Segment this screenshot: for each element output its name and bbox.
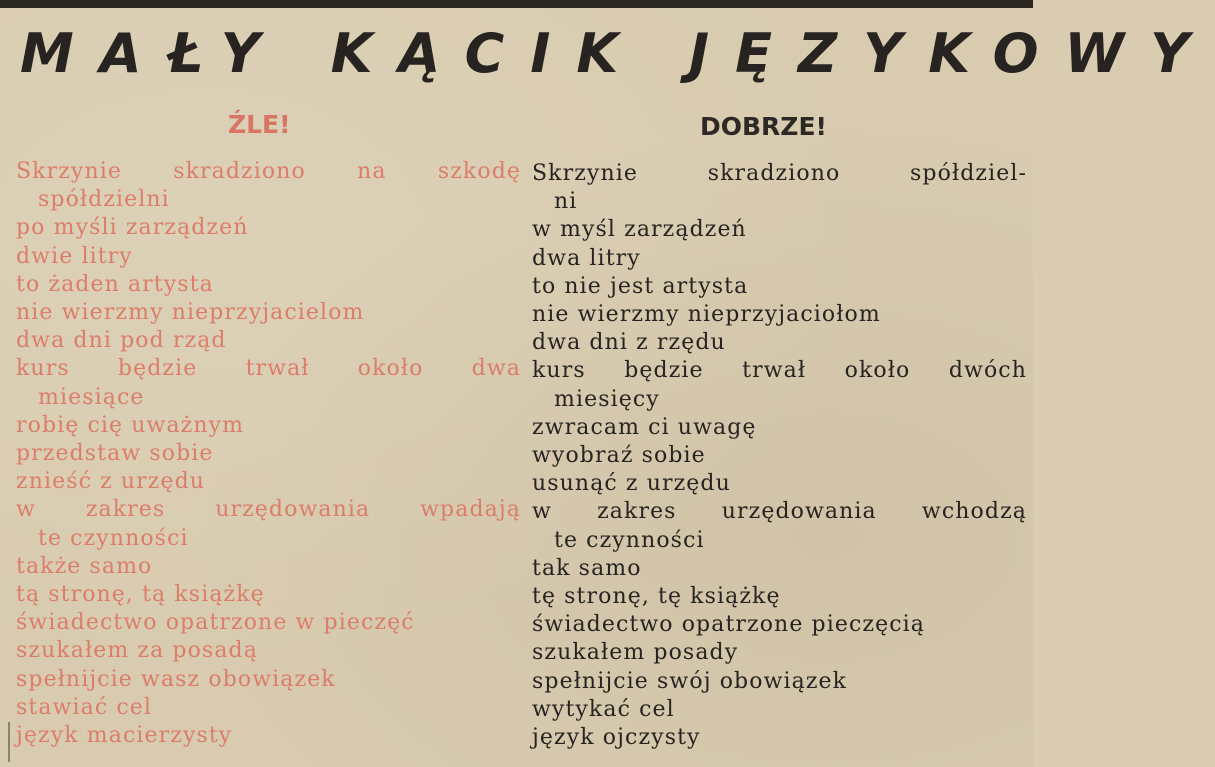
- wrong-usage-line: szukałem za posadą: [16, 638, 258, 664]
- correct-usage-line: tak samo: [532, 555, 642, 581]
- correct-usage-line: świadectwo opatrzone pieczęcią: [532, 612, 925, 638]
- wrong-usage-line: po myśli zarządzeń: [16, 215, 249, 241]
- correct-usage-line: dwa litry: [532, 245, 641, 271]
- correct-usage-line: w zakres urzędowania wchodzą: [532, 499, 1027, 525]
- correct-usage-line: usunąć z urzędu: [532, 471, 731, 497]
- correct-usage-line: wyobraź sobie: [532, 443, 706, 469]
- wrong-usage-line: w zakres urzędowania wpadają: [16, 497, 521, 523]
- wrong-usage-line: także samo: [16, 553, 153, 579]
- wrong-usage-line: kurs będzie trwał około dwa: [16, 356, 521, 382]
- correct-usage-line: dwa dni z rzędu: [532, 330, 726, 356]
- wrong-usage-line: spółdzielni: [38, 187, 170, 213]
- wrong-usage-list: [16, 158, 521, 750]
- correct-usage-line: to nie jest artysta: [532, 273, 749, 299]
- wrong-usage-line: język macierzysty: [16, 723, 233, 749]
- correct-usage-line: miesięcy: [554, 386, 660, 412]
- wrong-usage-line: miesiące: [38, 384, 145, 410]
- top-rule: [0, 0, 1033, 8]
- wrong-usage-line: nie wierzmy nieprzyjacielom: [16, 300, 365, 326]
- wrong-usage-line: dwie litry: [16, 243, 133, 269]
- wrong-usage-line: te czynności: [38, 525, 189, 551]
- correct-usage-line: język ojczysty: [532, 725, 701, 751]
- correct-usage-line: tę stronę, tę książkę: [532, 584, 781, 610]
- wrong-usage-line: robię cię uważnym: [16, 412, 245, 438]
- wrong-usage-line: znieść z urzędu: [16, 469, 206, 495]
- correct-usage-line: zwracam ci uwagę: [532, 414, 757, 440]
- heading-wrong: ŹLE!: [228, 110, 291, 139]
- correct-usage-line: Skrzynie skradziono spółdziel-: [532, 161, 1027, 186]
- margin-mark: [8, 722, 10, 762]
- correct-usage-list: [532, 160, 1027, 752]
- wrong-usage-line: świadectwo opatrzone w pieczęć: [16, 610, 415, 636]
- page-title: MAŁY KĄCIK JĘZYKOWY: [20, 22, 1215, 85]
- correct-usage-line: te czynności: [554, 527, 705, 553]
- wrong-usage-line: przedstaw sobie: [16, 441, 214, 467]
- wrong-usage-line: Skrzynie skradziono na szkodę: [16, 159, 521, 184]
- correct-usage-line: w myśl zarządzeń: [532, 217, 747, 243]
- wrong-usage-line: dwa dni pod rząd: [16, 328, 227, 354]
- correct-usage-line: ni: [554, 189, 578, 215]
- wrong-usage-line: tą stronę, tą książkę: [16, 582, 265, 608]
- correct-usage-line: wytykać cel: [532, 696, 675, 722]
- correct-usage-line: kurs będzie trwał około dwóch: [532, 358, 1027, 384]
- correct-usage-line: spełnijcie swój obowiązek: [532, 668, 848, 694]
- wrong-usage-line: spełnijcie wasz obowiązek: [16, 666, 336, 692]
- wrong-usage-line: to żaden artysta: [16, 271, 214, 297]
- correct-usage-line: nie wierzmy nieprzyjaciołom: [532, 302, 881, 328]
- heading-correct: DOBRZE!: [700, 112, 827, 141]
- wrong-usage-line: stawiać cel: [16, 694, 153, 720]
- correct-usage-line: szukałem posady: [532, 640, 739, 666]
